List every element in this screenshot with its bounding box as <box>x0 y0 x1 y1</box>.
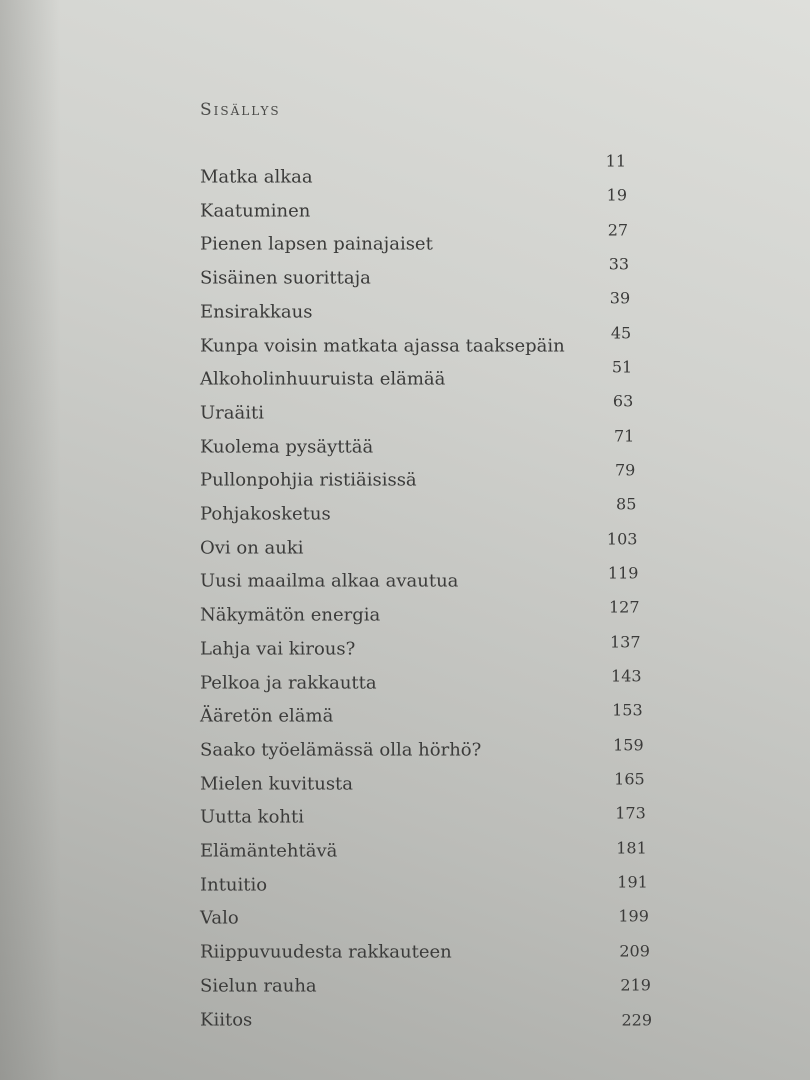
toc-entry-page: 181 <box>616 838 647 858</box>
toc-entry-page: 27 <box>607 220 629 240</box>
toc-entry-label: Ovi on auki <box>200 537 304 559</box>
toc-entry-page: 137 <box>610 632 641 652</box>
toc-entry-page: 143 <box>611 666 642 686</box>
toc-entry-page: 119 <box>607 563 639 583</box>
toc-entry-page: 127 <box>608 597 640 617</box>
toc-entry-label: Kiitos <box>200 1009 253 1030</box>
toc-entry-label: Intuitio <box>200 874 268 896</box>
toc-entry-label: Sisäinen suorittaja <box>200 267 371 289</box>
toc-entry-page: 79 <box>615 460 636 480</box>
toc-entry-page: 39 <box>609 288 631 308</box>
toc-entry-label: Uraäiti <box>200 402 264 424</box>
toc-title: Sisällys <box>200 100 281 120</box>
toc-entry-label: Pienen lapsen painajaiset <box>200 233 433 255</box>
toc-entry-label: Pullonpohjia ristiäisissä <box>200 469 417 491</box>
toc-entry-label: Pelkoa ja rakkautta <box>200 672 377 693</box>
toc-entry-label: Mielen kuvitusta <box>200 773 354 795</box>
toc-entry-page: 45 <box>610 323 632 343</box>
toc-entry-label: Riippuvuudesta rakkauteen <box>200 941 452 963</box>
toc-entry-label: Ääretön elämä <box>200 705 334 727</box>
toc-entry-page: 71 <box>613 426 635 446</box>
toc-entry-label: Ensirakkaus <box>200 301 313 323</box>
toc-entry-page: 173 <box>615 803 646 823</box>
toc-entry-page: 191 <box>617 872 648 892</box>
toc-entry-page: 63 <box>612 391 634 411</box>
toc-entry-page: 209 <box>619 941 650 961</box>
toc-entry-label: Pohjakosketus <box>200 503 331 525</box>
toc-entry-label: Kuolema pysäyttää <box>200 436 374 458</box>
toc-entry-label: Näkymätön energia <box>200 604 381 626</box>
toc-entry-page: 33 <box>608 254 630 274</box>
toc-entry-label: Alkoholinhuuruista elämää <box>200 368 446 390</box>
toc-entry-page: 159 <box>613 735 644 755</box>
toc-entry-label: Kaatuminen <box>200 200 311 222</box>
toc-entry-label: Uutta kohti <box>200 806 305 828</box>
toc-entry-page: 85 <box>616 494 637 514</box>
toc-entry-page: 153 <box>612 700 643 720</box>
toc-entry-page: 165 <box>614 769 645 789</box>
toc-entry-page: 19 <box>606 185 628 205</box>
page-shadow <box>0 0 60 1080</box>
toc-entry-page: 199 <box>618 906 649 926</box>
toc-entry-label: Valo <box>200 907 239 929</box>
toc-entry-label: Elämäntehtävä <box>200 840 338 862</box>
toc-entry-page: 229 <box>621 1010 652 1029</box>
toc-entry-page: 103 <box>606 529 638 549</box>
toc-entry-page: 11 <box>605 151 626 171</box>
toc-entry-label: Uusi maailma alkaa avautua <box>200 570 459 592</box>
toc-entry-label: Saako työelämässä olla hörhö? <box>200 739 482 761</box>
toc-entry-label: Matka alkaa <box>200 166 313 188</box>
toc-entry-label: Lahja vai kirous? <box>200 638 356 660</box>
toc-entry-page: 51 <box>611 357 633 377</box>
toc-entry-label: Kunpa voisin matkata ajassa taaksepäin <box>200 335 565 356</box>
toc-entry-label: Sielun rauha <box>200 975 317 997</box>
toc-entry-page: 219 <box>620 975 651 995</box>
